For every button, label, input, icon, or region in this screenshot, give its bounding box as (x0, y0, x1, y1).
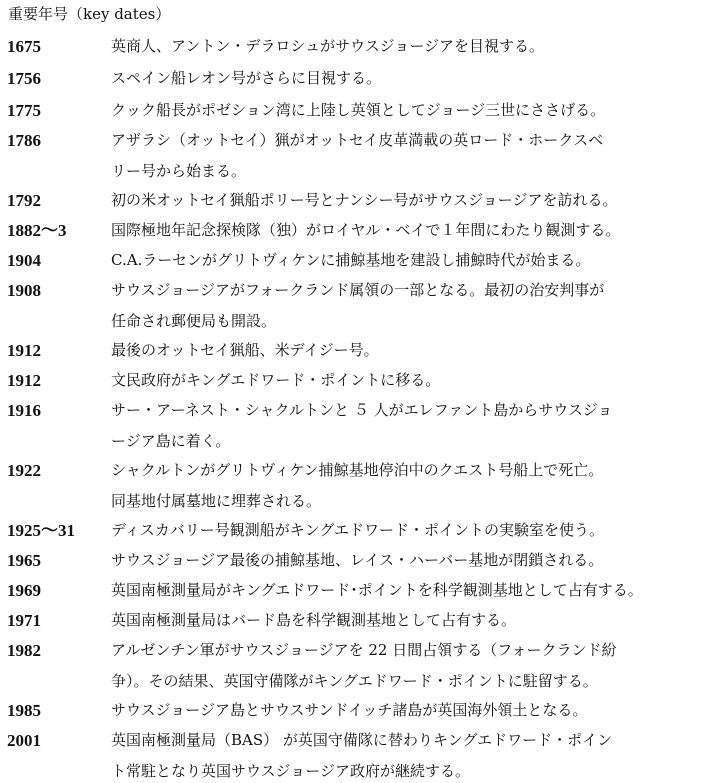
entry-description-line: 同基地付属墓地に埋葬される。 (111, 492, 322, 510)
entry-description-line: クック船長がポゼション湾に上陸し英領としてジョージ三世にささげる。 (111, 101, 606, 119)
entry-year: 1908 (7, 281, 41, 300)
entry-description-line: アルゼンチン軍がサウスジョージアを 22 日間占領する（フォークランド紛 (111, 641, 617, 659)
entry-description (111, 459, 701, 513)
entry-description-line: サウスジョージア島とサウスサンドイッチ諸島が英国海外領土となる。 (111, 701, 588, 719)
entry-description-line: 英国南極測量局（BAS） が英国守備隊に替わりキングエドワード・ポイン (111, 731, 613, 749)
entry-year: 1985 (7, 701, 41, 720)
entry-description (111, 369, 701, 392)
entry-description-line: サー・アーネスト・シャクルトンと ５ 人がエレファント島からサウスジョ (111, 401, 613, 419)
entry-description-line: アザラシ（オットセイ）猟がオットセイ皮革満載の英ロード・ホークスベ (111, 131, 604, 149)
entry-description (111, 339, 701, 362)
entry-description (111, 729, 701, 783)
entry-description-line: C.A.ラーセンがグリトヴィケンに捕鯨基地を建設し捕鯨時代が始まる。 (111, 251, 591, 269)
entry-description-line: ディスカバリー号観測船がキングエドワード・ポイントの実験室を使う。 (111, 521, 605, 539)
entry-year: 1925〜31 (7, 521, 75, 540)
entry-description-line: 英商人、アントン・デラロシュがサウスジョージアを目視する。 (111, 37, 545, 55)
entry-year: 1965 (7, 551, 41, 570)
entry-year: 1922 (7, 461, 41, 480)
entry-description-line: シャクルトンがグリトヴィケン捕鯨基地停泊中のクエスト号船上で死亡。 (111, 461, 604, 479)
entry-description-line: リー号から始まる。 (111, 162, 247, 180)
entry-description-line: 任命され郵便局も開設。 (111, 312, 277, 330)
entry-description-line: 国際極地年記念探検隊（独）がロイヤル・ベイで１年間にわたり観測する。 (111, 221, 621, 239)
entry-description-line: ト常駐となり英国サウスジョージア政府が継続する。 (111, 762, 470, 780)
entry-year: 1882〜3 (7, 221, 67, 240)
entry-year: 1969 (7, 581, 41, 600)
entry-description (111, 189, 701, 212)
entry-year: 1912 (7, 341, 41, 360)
entry-year: 1792 (7, 191, 41, 210)
entry-description-line: 最後のオットセイ猟船、米デイジー号。 (111, 341, 379, 359)
entry-description-line: 争）。その結果、英国守備隊がキングエドワード・ポイントに駐留する。 (111, 672, 598, 690)
document-heading: 重要年号（key dates） (8, 5, 171, 23)
entry-year: 1982 (7, 641, 41, 660)
entry-year: 1756 (7, 69, 41, 88)
entry-year: 1912 (7, 371, 41, 390)
entry-description (111, 249, 701, 272)
entry-description (111, 35, 701, 58)
entry-year: 1786 (7, 131, 41, 150)
entry-year: 1675 (7, 37, 41, 56)
entry-description-line: 初の米オットセイ猟船ポリー号とナンシー号がサウスジョージアを訪れる。 (111, 191, 618, 209)
entry-description (111, 99, 701, 122)
entry-description (111, 609, 701, 632)
entry-description-line: ージア島に着く。 (111, 432, 231, 450)
entry-description (111, 279, 701, 333)
entry-year: 1775 (7, 101, 41, 120)
entry-description (111, 519, 701, 542)
entry-description (111, 699, 701, 722)
entry-description (111, 549, 701, 572)
entry-description-line: サウスジョージア最後の捕鯨基地、レイス・ハーバー基地が閉鎖される。 (111, 551, 604, 569)
entry-description (111, 219, 701, 242)
entry-year: 2001 (7, 731, 41, 750)
entry-year: 1904 (7, 251, 41, 270)
entry-description-line: 文民政府がキングエドワード・ポイントに移る。 (111, 371, 441, 389)
entry-year: 1916 (7, 401, 41, 420)
entry-description (111, 579, 701, 602)
entry-description (111, 399, 701, 453)
entry-description-line: 英国南極測量局がキングエドワード･ポイントを科学観測基地として占有する。 (111, 581, 643, 599)
entry-description-line: 英国南極測量局はバード島を科学観測基地として占有する。 (111, 611, 517, 629)
entry-description (111, 67, 701, 90)
entry-description (111, 129, 701, 183)
entry-year: 1971 (7, 611, 41, 630)
entry-description-line: サウスジョージアがフォークランド属領の一部となる。最初の治安判事が (111, 281, 605, 299)
entry-description (111, 639, 701, 693)
entry-description-line: スペイン船レオン号がさらに目視する。 (111, 69, 382, 87)
